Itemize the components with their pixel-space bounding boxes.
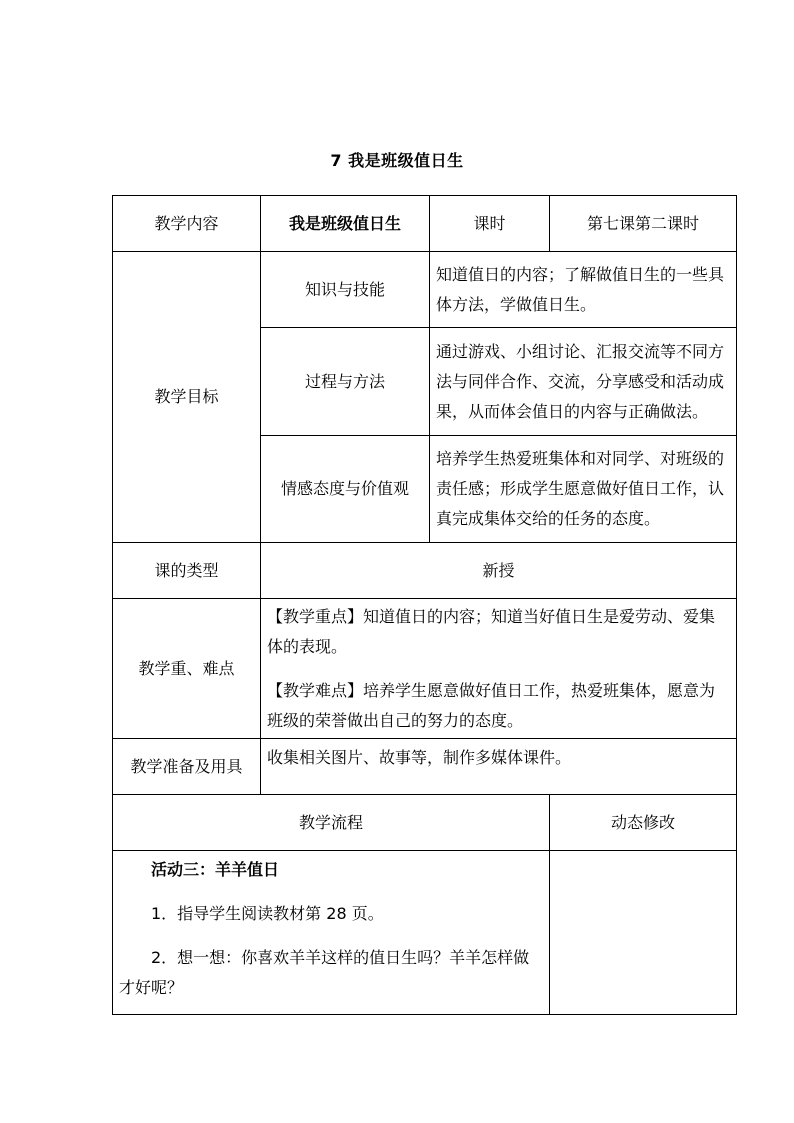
activity-title: 活动三：羊羊值日 [151,860,280,879]
flow-step: 1．指导学生阅读教材第 28 页。 [151,904,384,923]
key-points-label: 教学重、难点 [113,599,261,739]
content-value: 我是班级值日生 [261,196,430,252]
objectives-label: 教学目标 [113,252,261,543]
prep-value: 收集相关图片、故事等，制作多媒体课件。 [261,739,737,795]
prep-label: 教学准备及用具 [113,739,261,795]
content-label: 教学内容 [113,196,261,252]
flow-content-row [113,851,737,1015]
difficult-point-text: 【教学难点】培养学生愿意做好值日工作，热爱班集体，愿意为班级的荣誉做出自己的努力的态度。 [267,680,716,730]
dynamic-header: 动态修改 [550,795,737,851]
lesson-type-label: 课的类型 [113,543,261,599]
content-row [113,196,737,252]
prep-row [113,739,737,795]
objective-text-knowledge: 知道值日的内容；了解做值日生的一些具体方法，学做值日生。 [430,252,737,328]
key-points-row [113,599,737,739]
flow-content-cell [113,851,550,1015]
flow-header: 教学流程 [113,795,550,851]
lesson-plan-table [112,195,737,1015]
objective-label-process: 过程与方法 [261,328,430,436]
objective-label-attitude: 情感态度与价值观 [261,436,430,543]
period-label: 课时 [430,196,550,252]
flow-header-row [113,795,737,851]
objective-label-knowledge: 知识与技能 [261,252,430,328]
objective-text-attitude: 培养学生热爱班集体和对同学、对班级的责任感；形成学生愿意做好值日工作，认真完成集体交给的任务的态度。 [430,436,737,543]
key-point-text: 【教学重点】知道值日的内容；知道当好值日生是爱劳动、爱集体的表现。 [267,606,716,656]
flow-step: 2．想一想：你喜欢羊羊这样的值日生吗？羊羊怎样做才好呢？ [119,948,530,997]
objective-text-process: 通过游戏、小组讨论、汇报交流等不同方法与同伴合作、交流，分享感受和活动成果，从而体会值日的内容与正确做法。 [430,328,737,436]
dynamic-cell [550,851,737,1015]
page-title: 7 我是班级值日生 [330,151,464,170]
key-points-cell [261,599,737,739]
objective-row [113,252,737,328]
period-value: 第七课第二课时 [550,196,737,252]
lesson-type-value: 新授 [261,543,737,599]
lesson-type-row [113,543,737,599]
